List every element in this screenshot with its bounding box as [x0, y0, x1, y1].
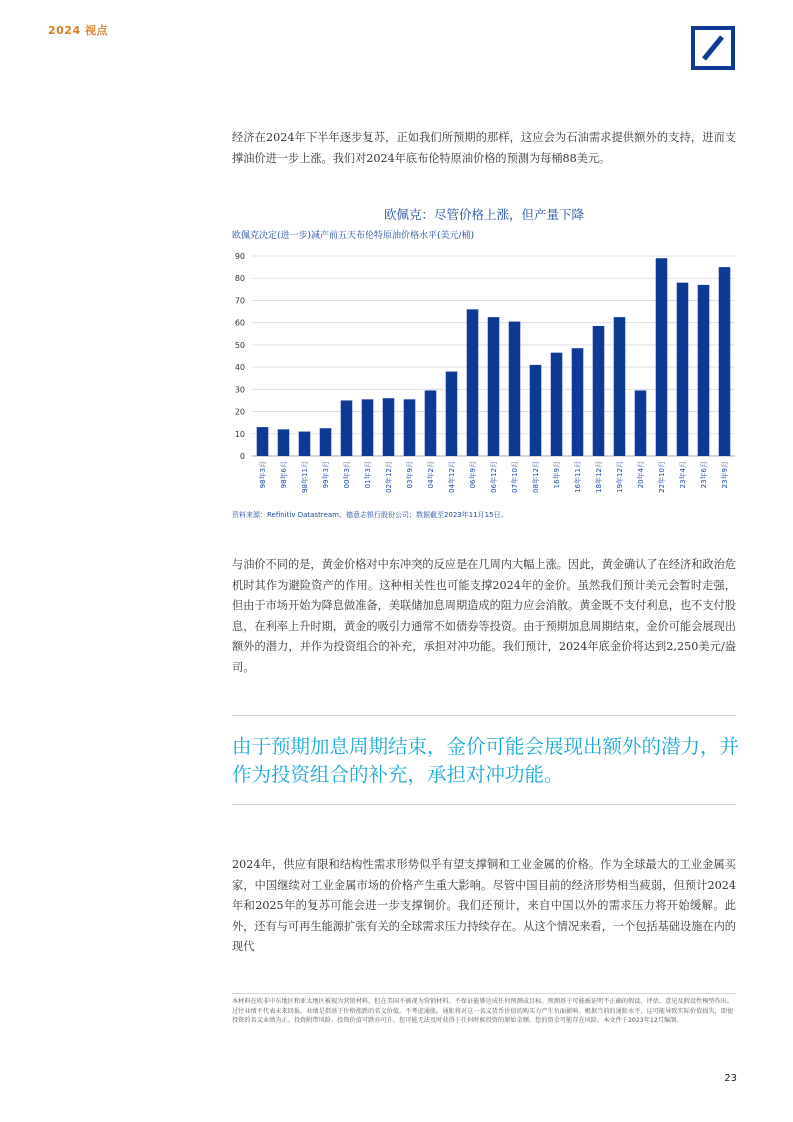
disclaimer: 本材料在欧非中东地区和亚太地区被视为营销材料，但在美国不被视为营销材料。不保证能够达成任何预测或目标。预测基于可能被证明不正确的假设、评估、意见及假设性模型作出。过往业绩不代表未来回报。业绩是指基于价格涨跌的名义价值，不考虑通胀。通胀将对这一名义货币价值的购买力产生负面影响。根据当前的通胀水平，这可能导致实际价值损失，即使投资的名义业绩为正。投资附带风险。投资价值可跌亦可升，您可能无法及时获得于任何时候投资的原始金额。您的资金可能存在风险。本文件于2023年12月编制。: [232, 998, 734, 1025]
opec-brent-bar-chart: [230, 246, 740, 508]
x-tick-label: 18年12月: [595, 461, 603, 493]
y-tick-label: 10: [234, 429, 245, 439]
bar: [530, 365, 542, 456]
x-tick-label: 98年3月: [259, 461, 267, 489]
chart-source: 资料来源：Refinitiv Datastream、德意志银行股份公司；数据截至2023年11月15日。: [232, 511, 508, 519]
bar: [257, 427, 269, 456]
bar: [299, 432, 311, 456]
x-tick-label: 04年12月: [448, 461, 456, 493]
bar: [278, 429, 290, 456]
bar: [635, 390, 647, 456]
x-tick-label: 06年12月: [490, 461, 498, 493]
bar: [446, 372, 458, 456]
bar: [425, 390, 437, 456]
x-tick-label: 19年12月: [616, 461, 624, 493]
bar: [593, 326, 605, 456]
bar: [383, 398, 395, 456]
bar: [509, 322, 521, 456]
y-tick-label: 50: [234, 340, 245, 350]
bar: [572, 348, 584, 456]
pull-quote: 由于预期加息周期结束，金价可能会展现出额外的潜力，并作为投资组合的补充，承担对冲功能。: [232, 735, 740, 786]
bar: [404, 399, 416, 456]
x-tick-label: 16年9月: [553, 461, 561, 489]
x-tick-label: 00年3月: [343, 461, 351, 489]
y-tick-label: 0: [239, 452, 245, 461]
x-tick-label: 01年3月: [364, 461, 372, 489]
x-tick-label: 23年4月: [679, 461, 687, 489]
x-tick-label: 02年12月: [385, 461, 393, 493]
bar: [698, 285, 710, 456]
x-tick-label: 16年11月: [574, 461, 582, 493]
x-tick-label: 20年4月: [637, 461, 645, 489]
bar: [551, 353, 563, 456]
x-tick-label: 08年12月: [532, 461, 540, 493]
bar: [488, 317, 500, 456]
footer-divider: [232, 993, 736, 994]
bar: [341, 400, 353, 456]
y-tick-label: 80: [234, 274, 245, 284]
deutsche-bank-logo-icon: [691, 26, 735, 70]
paragraph-metals-outlook: 2024年，供应有限和结构性需求形势似乎有望支撑铜和工业金属的价格。作为全球最大的工业金属买家，中国继续对工业金属市场的价格产生重大影响。尽管中国目前的经济形势相当疲弱，但预计2024年和2025年的复苏可能会进一步支撑铜价。我们还预计，来自中国以外的需求压力将开始缓解。此外，还有与可再生能源扩张有关的全球需求压力持续存在。从这个情况来看，一个包括基础设施在内的现代: [232, 858, 736, 953]
bar: [656, 258, 668, 456]
x-tick-label: 22年10月: [658, 461, 666, 493]
y-tick-label: 40: [234, 363, 245, 373]
x-tick-label: 99年3月: [322, 461, 330, 489]
y-tick-label: 20: [234, 407, 245, 417]
bar: [320, 428, 332, 456]
x-tick-label: 23年9月: [721, 461, 729, 489]
bar: [719, 267, 731, 456]
x-tick-label: 98年11月: [301, 461, 309, 493]
paragraph-oil-outlook: 经济在2024年下半年逐步复苏，正如我们所预期的那样，这应会为石油需求提供额外的支持，进而支撑油价进一步上涨。我们对2024年底布伦特原油价格的预测为每桶88美元。: [232, 131, 736, 165]
chart-title: 欧佩克：尽管价格上涨，但产量下降: [383, 207, 584, 222]
x-tick-label: 06年9月: [469, 461, 477, 489]
y-tick-label: 60: [234, 318, 245, 328]
x-tick-label: 07年10月: [511, 461, 519, 493]
quote-divider-bottom: [232, 804, 736, 805]
y-tick-label: 30: [234, 385, 245, 395]
x-tick-label: 04年2月: [427, 461, 435, 489]
x-tick-label: 03年9月: [406, 461, 414, 489]
chart-subtitle: 欧佩克决定(进一步)减产前五天布伦特原油价格水平(美元/桶): [232, 231, 475, 241]
x-tick-label: 98年6月: [280, 461, 288, 489]
paragraph-gold-outlook: 与油价不同的是，黄金价格对中东冲突的反应是在几周内大幅上涨。因此，黄金确认了在经济和政治危机时其作为避险资产的作用。这种相关性也可能支撑2024年的金价。虽然我们预计美元会暂时走强，但由于市场开始为降息做准备，美联储加息周期造成的阻力应会消散。黄金既不支付利息，也不支付股息，在利率上升时期，黄金的吸引力通常不如债券等投资。由于预期加息周期结束，金价可能会展现出额外的潜力，并作为投资组合的补充，承担对冲功能。我们预计，2024年底金价将达到2,250美元/盎司。: [232, 558, 736, 674]
bar: [614, 317, 626, 456]
page-number: 23: [724, 1073, 737, 1084]
y-tick-label: 90: [234, 252, 245, 261]
y-tick-label: 70: [234, 296, 245, 306]
header-label: 2024 视点: [48, 24, 108, 37]
quote-divider-top: [232, 715, 736, 716]
x-tick-label: 23年6月: [700, 461, 708, 489]
bar: [362, 399, 374, 456]
bar: [677, 283, 689, 456]
bar: [467, 309, 479, 456]
